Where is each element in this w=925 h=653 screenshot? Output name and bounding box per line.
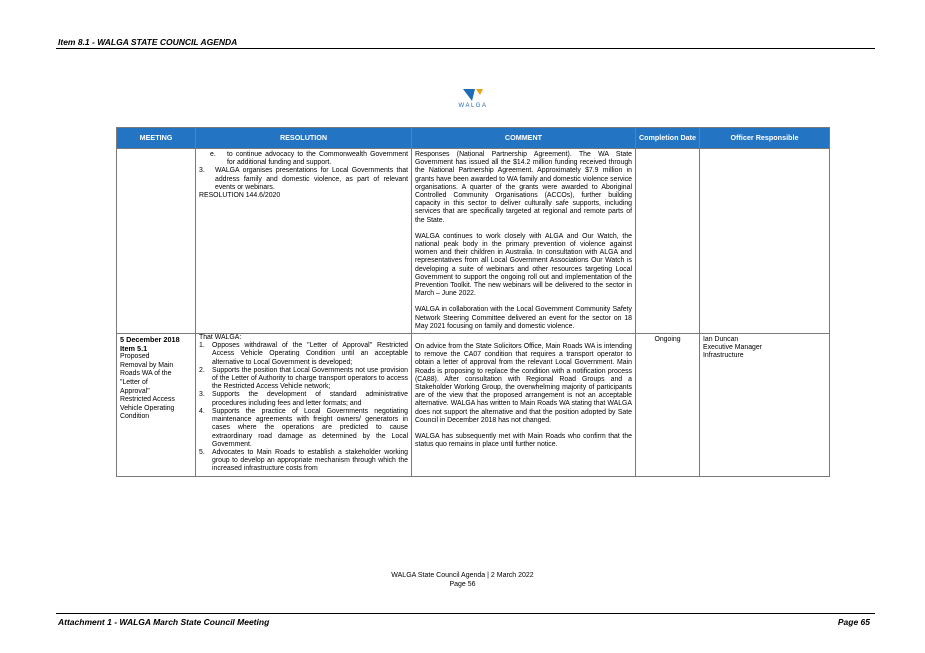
attachment-page-number: Page 65 [837, 617, 870, 627]
table-row [117, 149, 830, 334]
meeting-date: 5 December 2018 [120, 335, 180, 345]
header-officer-responsible: Officer Responsible [700, 128, 830, 149]
table-row [117, 334, 830, 476]
resolution-item: 5. Advocates to Main Roads to establish a stakeholder working group to develop an appropriate mechanism through which the increased infrastructure costs from [199, 448, 408, 473]
resolution-cell [196, 149, 412, 334]
completion-cell-empty [636, 149, 700, 334]
page-footer [0, 571, 925, 589]
meeting-item: Item 5.1 [120, 343, 148, 353]
header-meeting: MEETING [117, 128, 196, 149]
meeting-line: Roads WA of the [120, 370, 172, 378]
table-header-row [117, 128, 830, 149]
meeting-cell-empty [117, 149, 196, 334]
resolution-intro: That WALGA: [199, 334, 242, 342]
meeting-cell [117, 334, 196, 476]
header-divider [56, 48, 875, 49]
meeting-line: Vehicle Operating [120, 404, 175, 412]
header-completion-date: Completion Date [636, 128, 700, 149]
resolution-item: 4. Supports the practice of Local Governments negotiating maintenance agreements with freight owners/ generators in cases where the operations are predicted to cause extraordinary road damage as determined by the Local Government. [199, 407, 408, 448]
resolution-cell [196, 334, 412, 476]
comment-paragraph: WALGA in collaboration with the Local Government Community Safety Network Steering Committee delivered an event for the sector on 18 May 2021 focusing on family and domestic violence. [415, 306, 632, 330]
resolution-reference: RESOLUTION 144.6/2020 [199, 192, 281, 200]
footer-agenda-text: WALGA State Council Agenda | 2 March 2022 [391, 572, 534, 579]
header-resolution: RESOLUTION [196, 128, 412, 149]
officer-name: Ian Duncan [703, 336, 739, 344]
document-header-title: Item 8.1 - WALGA STATE COUNCIL AGENDA [58, 37, 238, 47]
meeting-line: Removal by Main [120, 361, 174, 369]
officer-department: Infrastructure [703, 352, 744, 360]
officer-cell [700, 334, 830, 476]
walga-logo-icon [462, 88, 484, 102]
resolution-item: 3. WALGA organises presentations for Local Governments that address family and domestic violence, as part of relevant events or webinars. [199, 167, 408, 191]
meeting-line: Proposed [120, 353, 150, 361]
resolution-item: 2. Supports the position that Local Governments not use provision of the Letter of Authority to charge transport operators to access the Restricted Access Vehicle network; [199, 366, 408, 391]
comment-paragraph: WALGA continues to work closely with ALGA and Our Watch, the national peak body in the primary prevention of violence against women and their children in Australia. In consultation with ALGA and representatives from all Local Government Associations Our Watch is developing a suite of webinars and other resources targeting Local Government to support the ongoing roll out and implementation of the Prevention Toolkit. The new webinars will be delivered to the sector in March – June 2022. [415, 232, 632, 298]
resolution-item: 3. Supports the development of standard administrative procedures including fees and letter formats; and [199, 391, 408, 407]
meeting-line: Condition [120, 413, 150, 421]
walga-logo [453, 88, 493, 109]
meeting-line: Restricted Access [120, 396, 175, 404]
footer-divider [56, 613, 875, 614]
officer-cell-empty [700, 149, 830, 334]
comment-paragraph: WALGA has subsequently met with Main Roads who confirm that the status quo remains in place until further notice. [415, 433, 632, 449]
header-comment: COMMENT [412, 128, 636, 149]
resolution-item: e. to continue advocacy to the Commonwealth Government for additional funding and support. [210, 151, 408, 167]
resolution-item: 1. Opposes withdrawal of the "Letter of Approval" Restricted Access Vehicle Operating Condition until an acceptable alternative to Local Government is developed; [199, 342, 408, 366]
attachment-label: Attachment 1 - WALGA March State Council Meeting [58, 617, 270, 627]
footer-page-number: Page 56 [449, 581, 476, 588]
walga-logo-text: WALGA [458, 103, 488, 109]
comment-paragraph: On advice from the State Solicitors Office, Main Roads WA is intending to remove the CA07 condition that requires a transport operator to obtain a letter of approval from the relevant Local Government. Main Roads is proposing to replace the condition with a notification process (CA88). After consultation with Regional Road Groups and a Stakeholder Working Group, the overwhelming majority of participants are of the view that the proposed arrangement is not an acceptable alternative. WALGA has written to Main Roads WA stating that WALGA does not support the alternative and that the position adopted by Sate Council in December 2018 has not changed. [415, 343, 632, 424]
meeting-line: "Letter of [120, 379, 148, 387]
comment-cell [412, 334, 636, 476]
comment-cell [412, 149, 636, 334]
comment-paragraph: Responses (National Partnership Agreement). The WA State Government has issued all the $14.2 million funding received through the National Partnership Agreement. Approximately $7.9 million in grants have been awarded to WA family and domestic violence service organisations. A quarter of the grants were awarded to Aboriginal Controlled Community Organisations (ACCOs), further building capacity in this sector to deliver culturally safe supports, including services that are specifically targeted at regional and remote parts of the State. [415, 151, 632, 224]
meeting-line: Approval" [120, 387, 150, 395]
officer-title: Executive Manager [703, 344, 762, 352]
completion-cell: Ongoing [636, 334, 700, 476]
agenda-table [116, 127, 830, 477]
